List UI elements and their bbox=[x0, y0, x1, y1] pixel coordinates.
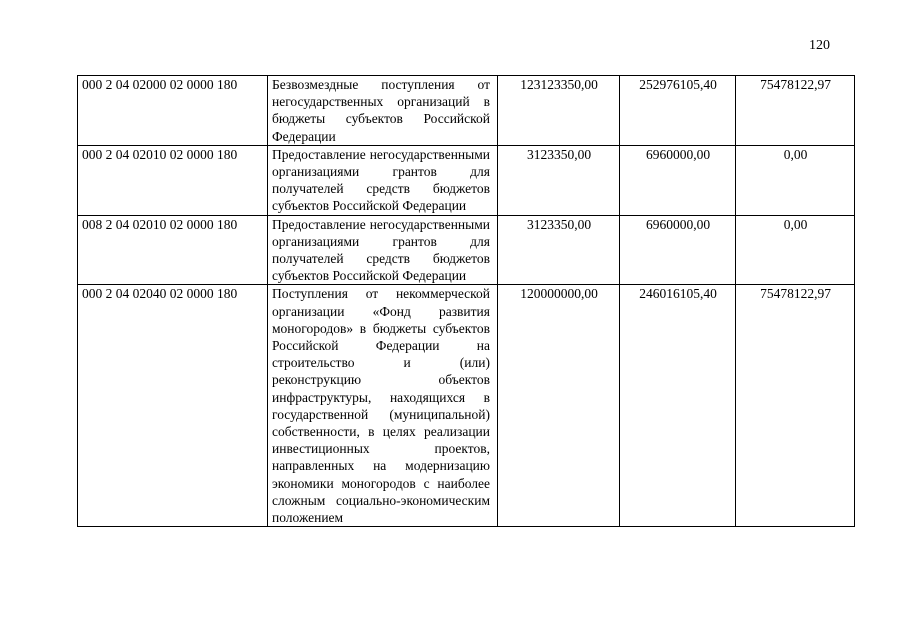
description-text: Поступления от некоммерческой организации «Фонд развития моногородов» в бюджеты субъектов Российской Федерации на строительство и (или) реконструкцию объектов инфраструктуры, находящихся в государственной (муниципальной) собственности, в целях реализации инвестиционных проектов, направленных на модернизацию экономики моногородов с наиболее сложным социально-экономическим положением bbox=[272, 286, 490, 526]
amount-cell-1: 3123350,00 bbox=[498, 215, 620, 285]
budget-table bbox=[77, 75, 855, 527]
budget-code-cell: 000 2 04 02010 02 0000 180 bbox=[78, 145, 268, 215]
amount-cell-2: 6960000,00 bbox=[620, 145, 736, 215]
amount-cell-3: 75478122,97 bbox=[736, 76, 855, 146]
description-cell bbox=[268, 285, 498, 527]
table-row bbox=[78, 145, 855, 215]
amount-cell-1: 3123350,00 bbox=[498, 145, 620, 215]
amount-cell-2: 6960000,00 bbox=[620, 215, 736, 285]
table-row bbox=[78, 285, 855, 527]
amount-cell-3: 0,00 bbox=[736, 145, 855, 215]
page-number: 120 bbox=[809, 38, 830, 53]
amount-cell-2: 246016105,40 bbox=[620, 285, 736, 527]
table-row bbox=[78, 215, 855, 285]
description-cell bbox=[268, 145, 498, 215]
amount-cell-3: 75478122,97 bbox=[736, 285, 855, 527]
description-cell bbox=[268, 76, 498, 146]
description-text: Предоставление негосударственными организациями грантов для получателей средств бюджетов субъектов Российской Федерации bbox=[272, 146, 490, 214]
table-row bbox=[78, 76, 855, 146]
description-cell bbox=[268, 215, 498, 285]
amount-cell-2: 252976105,40 bbox=[620, 76, 736, 146]
description-text: Предоставление негосударственными организациями грантов для получателей средств бюджетов субъектов Российской Федерации bbox=[272, 216, 490, 284]
budget-code-cell: 000 2 04 02040 02 0000 180 bbox=[78, 285, 268, 527]
amount-cell-3: 0,00 bbox=[736, 215, 855, 285]
budget-code-cell: 008 2 04 02010 02 0000 180 bbox=[78, 215, 268, 285]
amount-cell-1: 123123350,00 bbox=[498, 76, 620, 146]
description-text: Безвозмездные поступления от негосударственных организаций в бюджеты субъектов Российской Федерации bbox=[272, 77, 490, 144]
budget-code-cell: 000 2 04 02000 02 0000 180 bbox=[78, 76, 268, 146]
amount-cell-1: 120000000,00 bbox=[498, 285, 620, 527]
